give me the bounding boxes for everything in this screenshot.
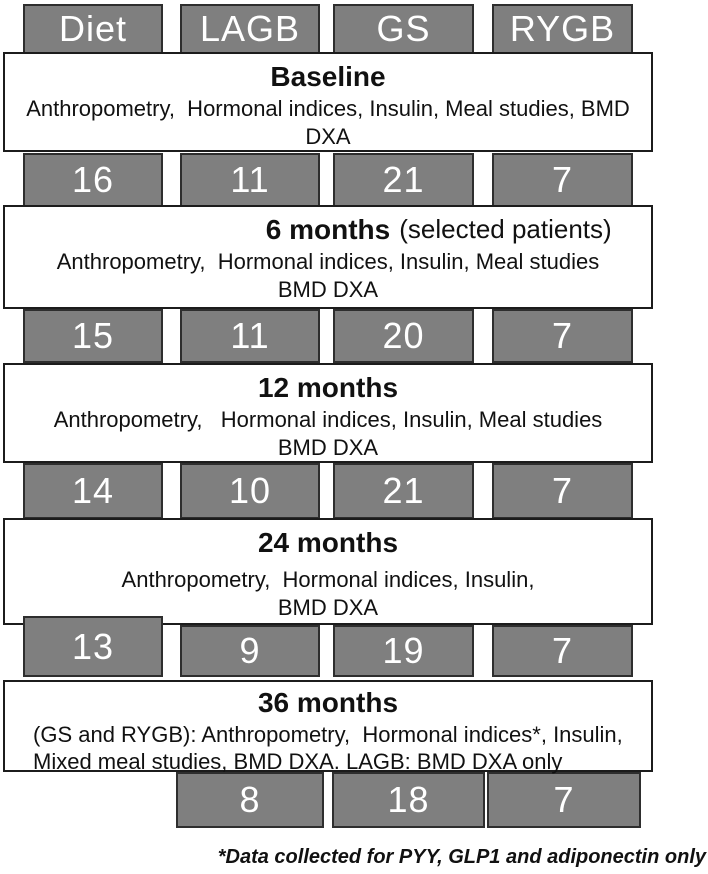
stage-title-text: 24 months — [257, 527, 399, 558]
count-box-lagb — [180, 309, 320, 363]
count-box-rygb — [492, 463, 633, 519]
footnote: *Data collected for PYY, GLP1 and adiponectin only — [217, 846, 706, 868]
count-box-rygb — [492, 153, 633, 207]
count-value: 10 — [228, 470, 272, 511]
stage-box-baseline — [3, 52, 653, 152]
count-value: 7 — [553, 779, 575, 820]
stage-title — [5, 211, 651, 248]
count-box-rygb — [492, 625, 633, 677]
stage-detail-line: BMD DXA — [277, 595, 379, 620]
group-box-rygb — [492, 4, 633, 54]
count-box-lagb — [176, 772, 324, 828]
count-value: 9 — [239, 630, 261, 671]
stage-detail-line: Mixed meal studies, BMD DXA. LAGB: BMD DXA only — [33, 749, 563, 774]
count-box-gs — [333, 309, 474, 363]
stage-detail-line: BMD DXA — [277, 277, 379, 302]
count-box-gs — [333, 463, 474, 519]
stage-box-12-months — [3, 363, 653, 463]
count-value: 7 — [551, 315, 574, 356]
stage-detail-line: (GS and RYGB): Anthropometry, Hormonal indices*, Insulin, — [33, 722, 623, 747]
stage-title-text: 36 months — [257, 687, 399, 718]
group-label: RYGB — [509, 8, 616, 49]
stage-box-6-months — [3, 205, 653, 309]
count-value: 16 — [71, 159, 115, 200]
stage-detail-line: BMD DXA — [277, 435, 379, 460]
stage-title-text: Baseline — [270, 61, 386, 92]
count-value: 15 — [71, 315, 115, 356]
count-value: 11 — [230, 315, 270, 356]
stage-detail-line: Anthropometry, Hormonal indices, Insulin, Meal studies — [53, 407, 603, 432]
count-box-diet — [23, 616, 163, 677]
count-value: 21 — [382, 470, 425, 511]
stage-title-text: 6 months — [265, 214, 391, 245]
count-value: 11 — [230, 159, 270, 200]
stage-box-24-months — [3, 518, 653, 625]
count-box-lagb — [180, 153, 320, 207]
count-box-diet — [23, 309, 163, 363]
count-box-gs — [332, 772, 485, 828]
count-value: 7 — [551, 470, 574, 511]
stage-title — [5, 369, 651, 406]
group-label: LAGB — [199, 8, 301, 49]
stage-detail-line: Anthropometry, Hormonal indices, Insulin, — [121, 567, 535, 592]
group-label: GS — [376, 8, 431, 49]
group-label: Diet — [58, 8, 128, 49]
stage-detail-line: Anthropometry, Hormonal indices, Insulin, Meal studies — [56, 249, 600, 274]
group-box-gs — [333, 4, 474, 54]
stage-title-note: (selected patients) — [399, 214, 612, 244]
count-value: 21 — [382, 159, 425, 200]
group-box-lagb — [180, 4, 320, 54]
count-value: 13 — [71, 625, 115, 667]
count-value: 14 — [71, 470, 115, 511]
count-box-gs — [333, 153, 474, 207]
group-box-diet — [23, 4, 163, 54]
stage-box-36-months — [3, 680, 653, 772]
stage-title — [5, 58, 651, 95]
count-value: 7 — [551, 630, 574, 671]
count-value: 7 — [551, 159, 574, 200]
stage-detail-line: DXA — [305, 124, 351, 149]
count-value: 18 — [387, 779, 430, 820]
count-value: 20 — [382, 315, 425, 356]
count-box-lagb — [180, 463, 320, 519]
count-box-diet — [23, 153, 163, 207]
stage-title-text: 12 months — [257, 372, 399, 403]
stage-title — [5, 684, 651, 721]
count-value: 19 — [382, 630, 425, 671]
count-box-rygb — [487, 772, 641, 828]
count-box-rygb — [492, 309, 633, 363]
stage-detail-line: Anthropometry, Hormonal indices, Insulin, Meal studies, BMD — [26, 96, 630, 121]
count-value: 8 — [239, 779, 261, 820]
count-box-gs — [333, 625, 474, 677]
count-box-diet — [23, 463, 163, 519]
count-box-lagb — [180, 625, 320, 677]
stage-title — [5, 524, 651, 561]
